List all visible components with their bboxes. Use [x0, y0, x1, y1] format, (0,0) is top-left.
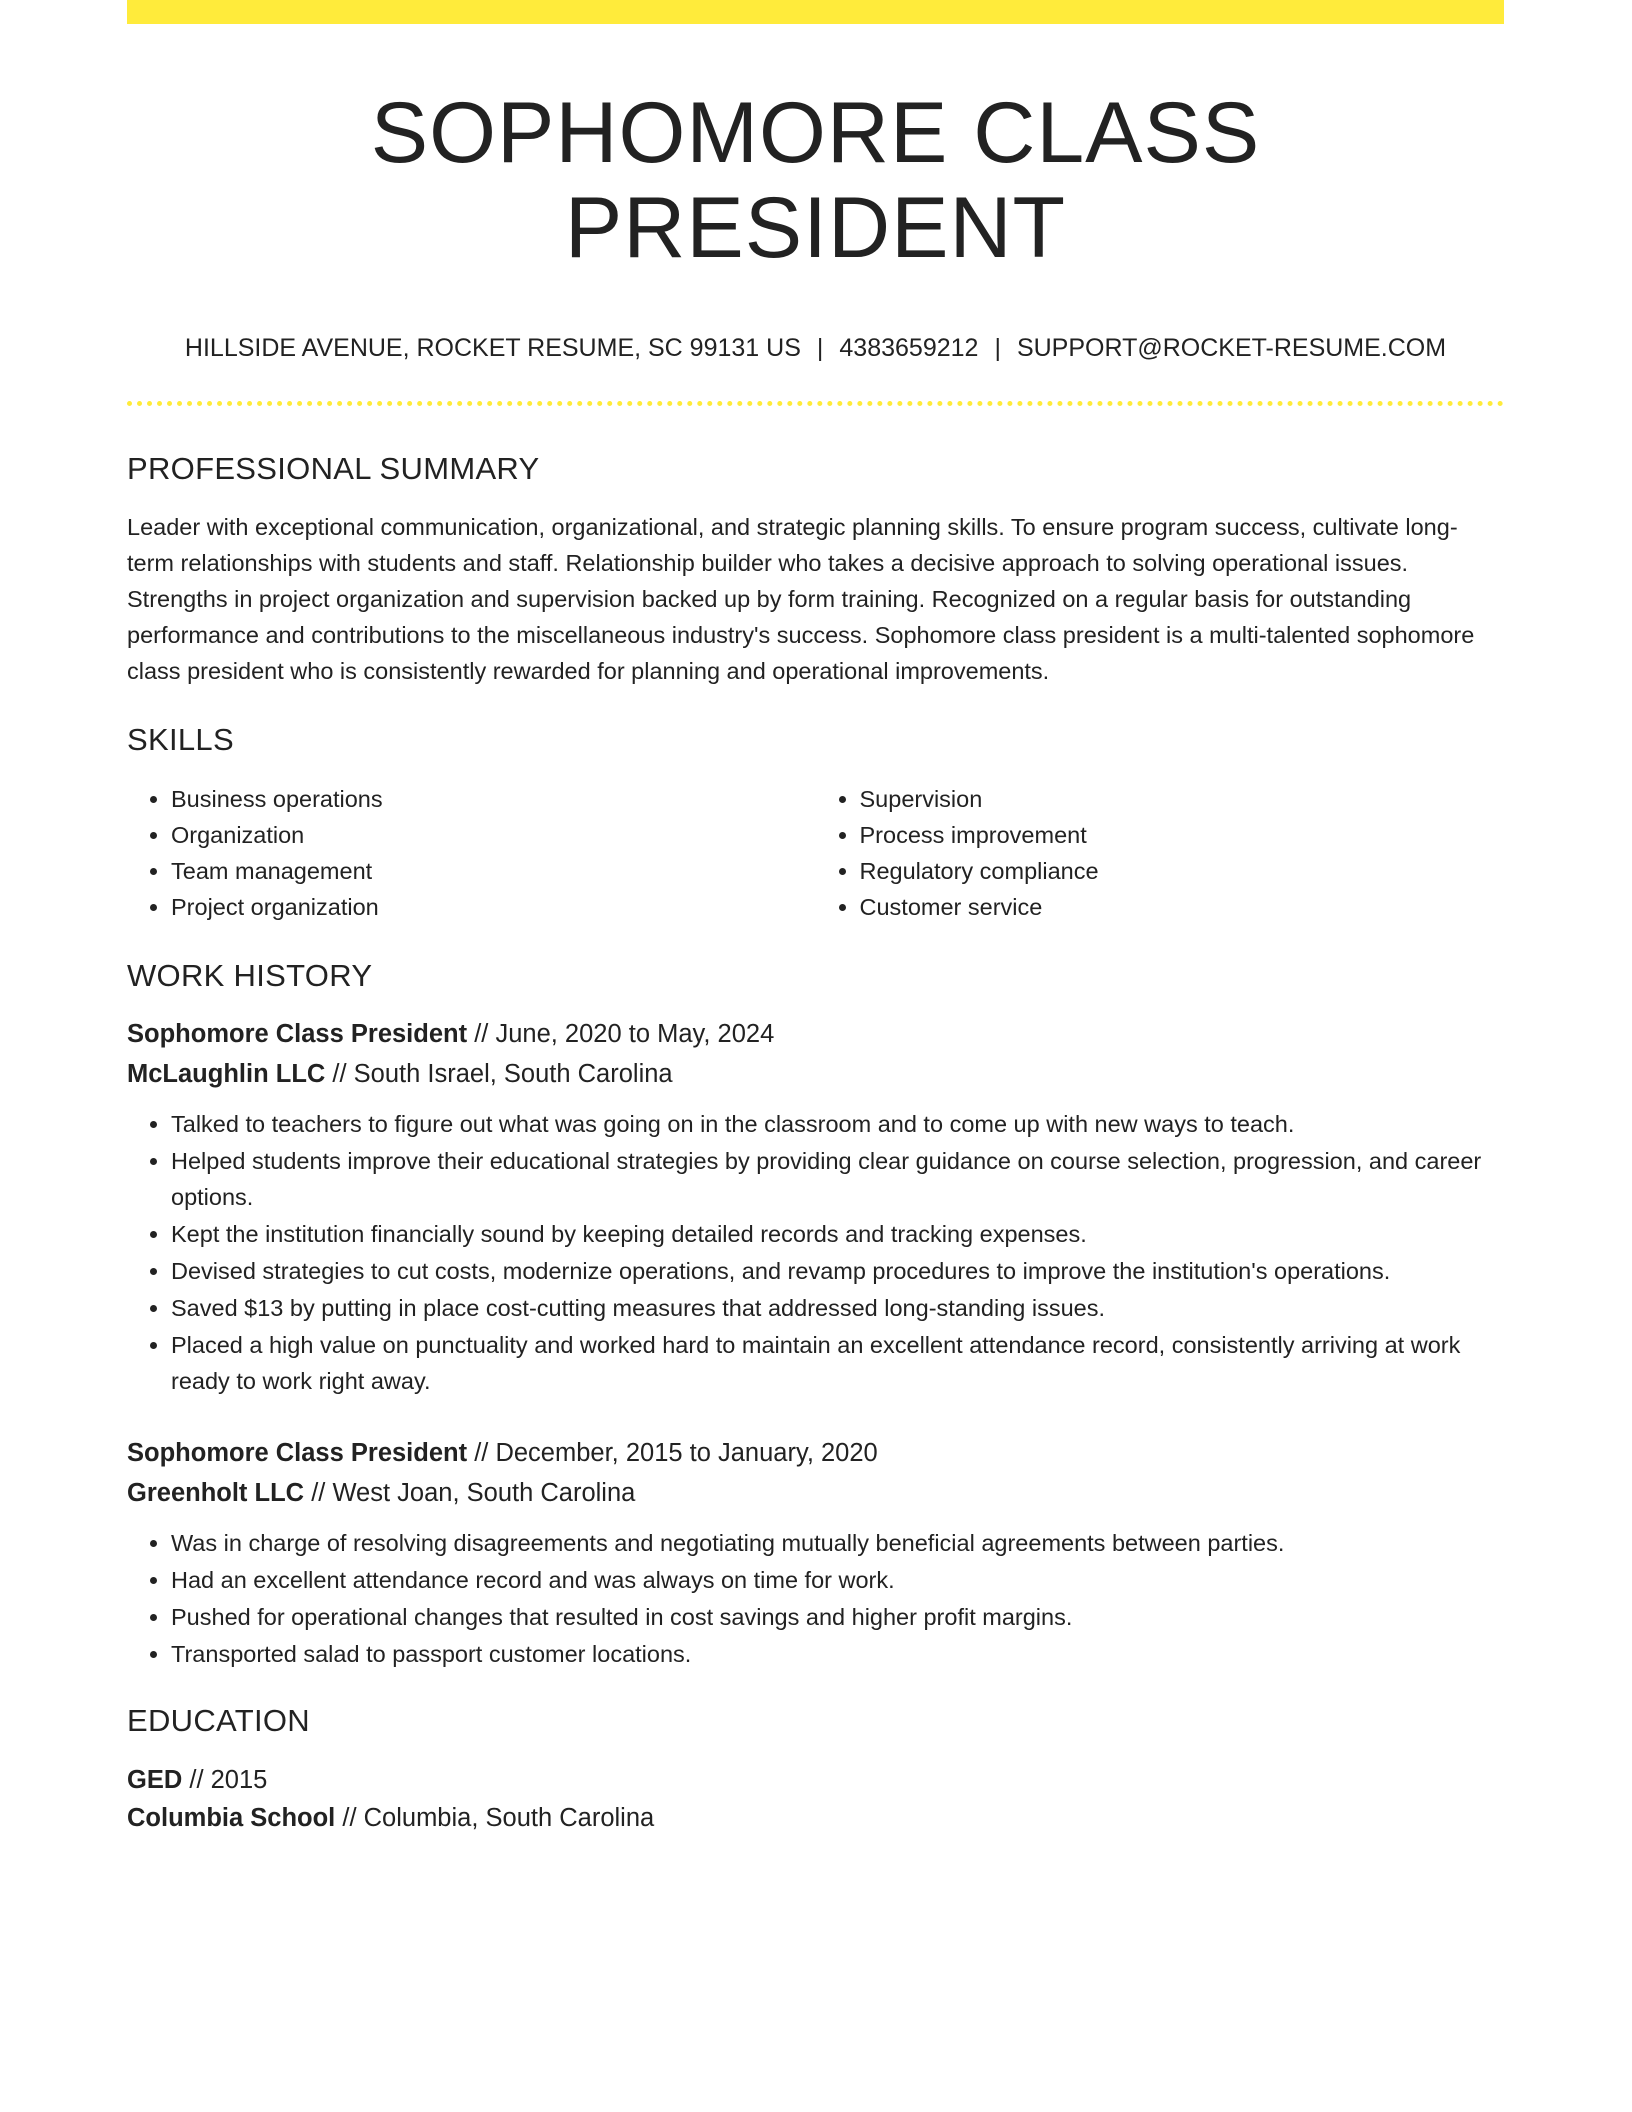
- job-header: [127, 1014, 1504, 1094]
- education-school: Columbia School: [127, 1803, 336, 1832]
- job-company-line: [127, 1473, 1504, 1513]
- section-title-summary: PROFESSIONAL SUMMARY: [127, 451, 540, 487]
- job-bullet: • Devised strategies to cut costs, modernize operations, and revamp procedures to improve the institution's operations.: [171, 1253, 1504, 1289]
- job-company-line: [127, 1054, 1504, 1094]
- job-separator: //: [474, 1019, 489, 1048]
- job-bullet: • Placed a high value on punctuality and worked hard to maintain an excellent attendance record, consistently arriving at work ready to work right away.: [171, 1327, 1504, 1399]
- job-bullet: • Pushed for operational changes that resulted in cost savings and higher profit margins.: [171, 1599, 1504, 1635]
- skill-item: • Supervision: [860, 781, 1505, 817]
- resume-page: [127, 0, 1504, 1837]
- job-bullet: • Had an excellent attendance record and was always on time for work.: [171, 1562, 1504, 1598]
- job-position: Sophomore Class President: [127, 1438, 468, 1467]
- contact-address: HILLSIDE AVENUE, ROCKET RESUME, SC 99131 US: [184, 334, 801, 363]
- job-company: Greenholt LLC: [127, 1478, 305, 1507]
- job-separator: //: [332, 1059, 347, 1088]
- job-location: South Israel, South Carolina: [353, 1059, 673, 1088]
- contact-separator: |: [994, 334, 1001, 363]
- job-company: McLaughlin LLC: [127, 1059, 326, 1088]
- skills-list: [127, 781, 1504, 925]
- resume-name: SOPHOMORE CLASS PRESIDENT: [370, 85, 1261, 276]
- summary-text: Leader with exceptional communication, organizational, and strategic planning skills. To ensure program success, cultivate long-term relationships with students and staff. Relationship builder who takes a decisive approach to solving operational issues. Strengths in project organization and supervision backed up by form training. Recognized on a regular basis for outstanding performance and contributions to the miscellaneous industry's success. Sophomore class president is a multi-talented sophomore class president who is consistently rewarded for planning and operational improvements.: [127, 514, 1475, 685]
- education-location: Columbia, South Carolina: [363, 1803, 655, 1832]
- job-bullets: [127, 1106, 1504, 1399]
- job-separator: //: [311, 1478, 326, 1507]
- education-separator: //: [189, 1765, 204, 1794]
- top-accent-bar: [127, 0, 1504, 24]
- job-bullet: • Transported salad to passport customer locations.: [171, 1636, 1504, 1672]
- job-bullet: • Kept the institution financially sound by keeping detailed records and tracking expenses.: [171, 1216, 1504, 1252]
- skill-item: • Customer service: [860, 889, 1505, 925]
- section-title-education: EDUCATION: [127, 1702, 310, 1738]
- job-position: Sophomore Class President: [127, 1019, 468, 1048]
- education-entry: [127, 1761, 1504, 1837]
- job-bullet: • Was in charge of resolving disagreements and negotiating mutually beneficial agreements between parties.: [171, 1525, 1504, 1561]
- header-divider: [127, 401, 1504, 406]
- skill-item: • Regulatory compliance: [860, 853, 1505, 889]
- job-position-line: [127, 1433, 1504, 1473]
- job-bullet: • Talked to teachers to figure out what was going on in the classroom and to come up with new ways to teach.: [171, 1106, 1504, 1142]
- job-separator: //: [474, 1438, 489, 1467]
- section-title-skills: SKILLS: [127, 722, 234, 758]
- education-degree-line: [127, 1761, 1504, 1799]
- job-location: West Joan, South Carolina: [332, 1478, 636, 1507]
- job-bullet: • Saved $13 by putting in place cost-cutting measures that addressed long-standing issues.: [171, 1290, 1504, 1326]
- skills-column-right: [816, 781, 1505, 925]
- education-degree: GED: [127, 1765, 183, 1794]
- skill-item: • Process improvement: [860, 817, 1505, 853]
- skill-item: • Business operations: [171, 781, 816, 817]
- education-separator: //: [342, 1803, 357, 1832]
- contact-email: SUPPORT@ROCKET-RESUME.COM: [1016, 334, 1447, 363]
- contact-separator: |: [816, 334, 824, 363]
- contact-line: [127, 333, 1504, 363]
- job-position-line: [127, 1014, 1504, 1054]
- skill-item: • Project organization: [171, 889, 816, 925]
- job-dates: June, 2020 to May, 2024: [495, 1019, 775, 1048]
- job-header: [127, 1433, 1504, 1513]
- contact-phone: 4383659212: [839, 334, 979, 363]
- job-dates: December, 2015 to January, 2020: [495, 1438, 878, 1467]
- job-bullets: [127, 1525, 1504, 1672]
- education-school-line: [127, 1799, 1504, 1837]
- section-title-work-history: WORK HISTORY: [127, 957, 373, 993]
- skill-item: • Team management: [171, 853, 816, 889]
- education-year: 2015: [210, 1765, 268, 1794]
- skills-column-left: [127, 781, 816, 925]
- skill-item: • Organization: [171, 817, 816, 853]
- job-bullet: • Helped students improve their educational strategies by providing clear guidance on course selection, progression, and career options.: [171, 1143, 1504, 1215]
